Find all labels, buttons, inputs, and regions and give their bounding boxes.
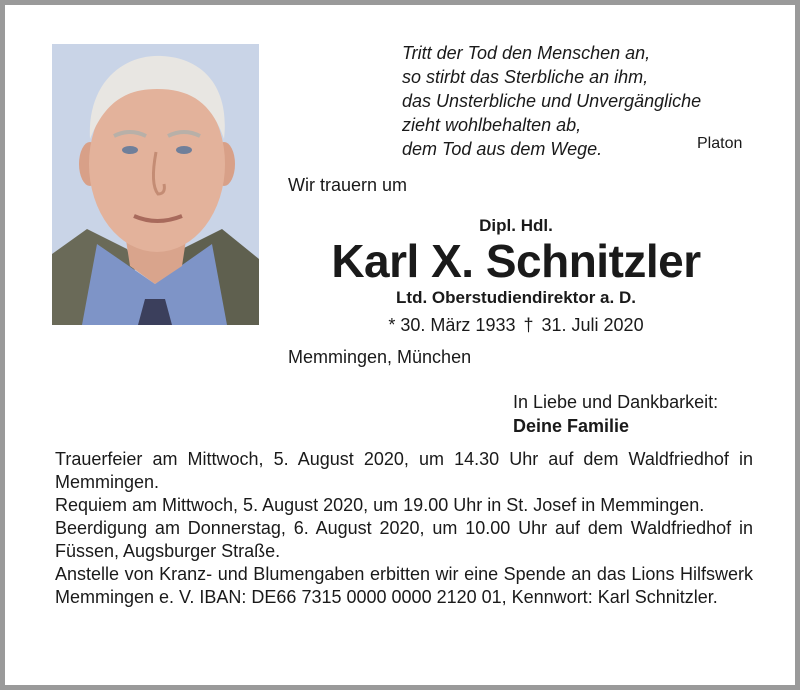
funeral-service-text: Trauerfeier am Mittwoch, 5. August 2020, um 14.30 Uhr auf dem Waldfriedhof in Memmingen. — [55, 449, 753, 492]
mourning-text: Wir trauern um — [288, 175, 408, 195]
family-signature-block — [513, 390, 718, 438]
donation-text: Anstelle von Kranz- und Blumengaben erbitten wir eine Spende an das Lions Hilfswerk Memmingen e. V. IBAN: DE66 7315 0000 0000 2120 01, Kennwort: Karl Schnitzler. — [55, 564, 753, 607]
service-information — [55, 448, 753, 609]
cross-icon: † — [523, 315, 534, 335]
family-greeting: In Liebe und Dankbarkeit: — [513, 392, 719, 412]
portrait-photo — [52, 44, 259, 325]
deceased-title: Dipl. Hdl. — [479, 216, 553, 235]
life-dates — [289, 312, 743, 338]
deceased-block — [289, 215, 743, 338]
quote-line: so stirbt das Sterbliche an ihm, — [402, 67, 649, 87]
quote-line: das Unsterbliche und Unvergängliche — [402, 91, 702, 111]
requiem-text: Requiem am Mittwoch, 5. August 2020, um 19.00 Uhr in St. Josef in Memmingen. — [55, 495, 705, 515]
quote-line: zieht wohlbehalten ab, — [402, 115, 582, 135]
death-date: 31. Juli 2020 — [541, 315, 644, 335]
birth-date: * 30. März 1933 — [388, 315, 516, 335]
quote-line: dem Tod aus dem Wege. — [402, 139, 603, 159]
deceased-position: Ltd. Oberstudiendirektor a. D. — [396, 288, 636, 307]
quote-author: Platon — [697, 135, 743, 152]
family-signature: Deine Familie — [513, 416, 630, 436]
place-names: Memmingen, München — [288, 347, 472, 367]
burial-text: Beerdigung am Donnerstag, 6. August 2020, um 10.00 Uhr auf dem Waldfriedhof in Füssen, Augsburger Straße. — [55, 518, 753, 561]
quote-line: Tritt der Tod den Menschen an, — [402, 43, 651, 63]
deceased-name: Karl X. Schnitzler — [331, 235, 701, 287]
